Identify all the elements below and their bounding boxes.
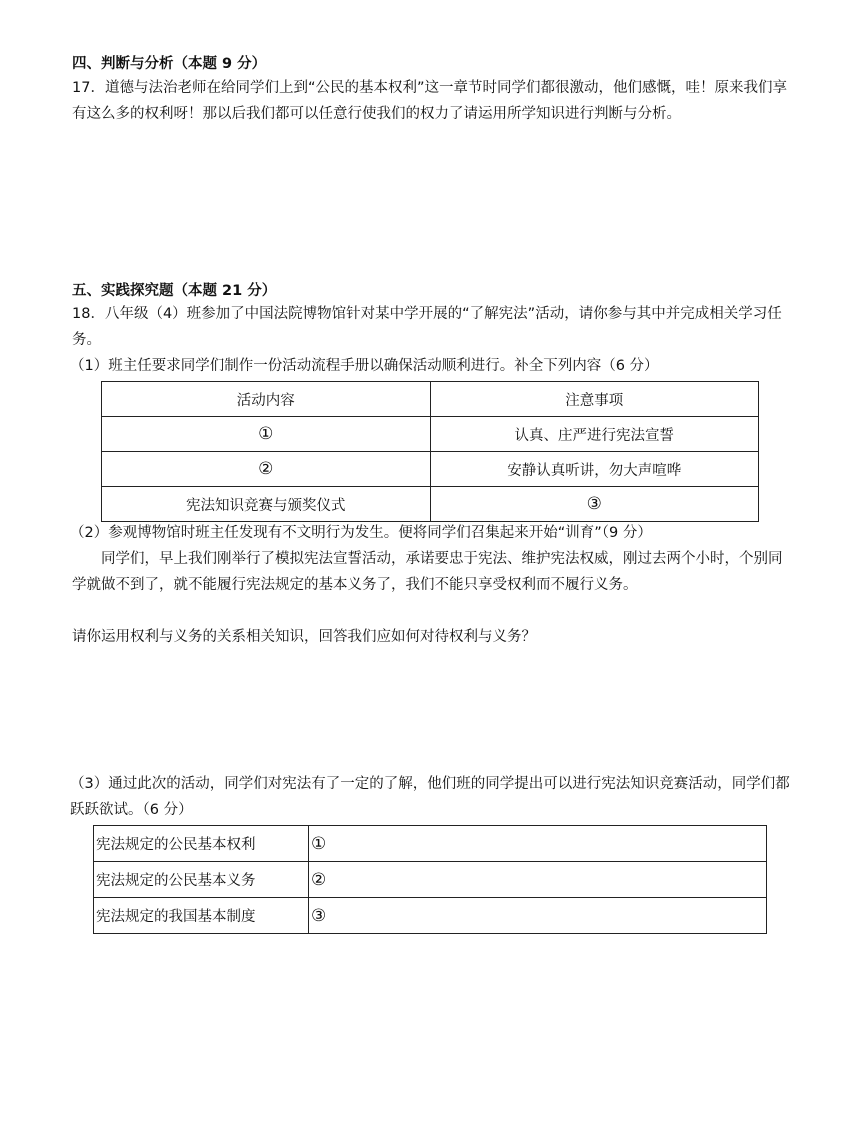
- table-cell: 宪法规定的公民基本权利: [94, 826, 309, 862]
- activity-flow-table: [101, 381, 759, 522]
- table-cell-blank-2: ②: [309, 862, 767, 898]
- sub-question-3-text: （3）通过此次的活动，同学们对宪法有了一定的了解，他们班的同学提出可以进行宪法知识竞赛活动，同学们都跃跃欲试。（6 分）: [70, 776, 790, 818]
- table-cell: 安静认真听讲，勿大声喧哗: [430, 452, 759, 487]
- table-row: [102, 417, 759, 452]
- section-5-heading: 五、实践探究题（本题 21 分）: [72, 283, 277, 299]
- table-cell: 宪法规定的公民基本义务: [94, 862, 309, 898]
- table-row: [94, 898, 767, 934]
- table-header-cell: 活动内容: [102, 382, 431, 417]
- teacher-speech: 同学们，早上我们刚举行了模拟宪法宣誓活动，承诺要忠于宪法、维护宪法权威，刚过去两个小时，个别同学就做不到了，就不能履行宪法规定的基本义务了，我们不能只享受权利而不履行义务。: [72, 551, 783, 593]
- sub-question-1-text: （1）班主任要求同学们制作一份活动流程手册以确保活动顺利进行。补全下列内容（6 分）: [70, 358, 659, 374]
- table-cell: 宪法规定的我国基本制度: [94, 898, 309, 934]
- table-cell-blank-2: ②: [102, 452, 431, 487]
- table-cell-blank-1: ①: [309, 826, 767, 862]
- question-2-prompt: 请你运用权利与义务的关系相关知识，回答我们应如何对待权利与义务？: [72, 629, 536, 645]
- table-row: [102, 487, 759, 522]
- table-header-row: [102, 382, 759, 417]
- table-header-cell: 注意事项: [430, 382, 759, 417]
- table-cell-blank-1: ①: [102, 417, 431, 452]
- table-cell: 宪法知识竞赛与颁奖仪式: [102, 487, 431, 522]
- table-row: [102, 452, 759, 487]
- section-4-heading: 四、判断与分析（本题 9 分）: [72, 56, 267, 72]
- table-row: [94, 826, 767, 862]
- table-row: [94, 862, 767, 898]
- table-cell-blank-3: ③: [430, 487, 759, 522]
- table-cell-blank-3: ③: [309, 898, 767, 934]
- table-cell: 认真、庄严进行宪法宣誓: [430, 417, 759, 452]
- question-17-text: 17．道德与法治老师在给同学们上到“公民的基本权利”这一章节时同学们都很激动，他们感慨，哇！原来我们享有这么多的权利呀！那以后我们都可以任意行使我们的权力了请运用所学知识进行判断与分析。: [72, 80, 787, 122]
- question-18-text: 18．八年级（4）班参加了中国法院博物馆针对某中学开展的“了解宪法”活动，请你参与其中并完成相关学习任务。: [72, 306, 782, 348]
- sub-question-2-text: （2）参观博物馆时班主任发现有不文明行为发生。便将同学们召集起来开始“训育”（9 分）: [70, 525, 652, 541]
- constitution-knowledge-table: [93, 825, 767, 934]
